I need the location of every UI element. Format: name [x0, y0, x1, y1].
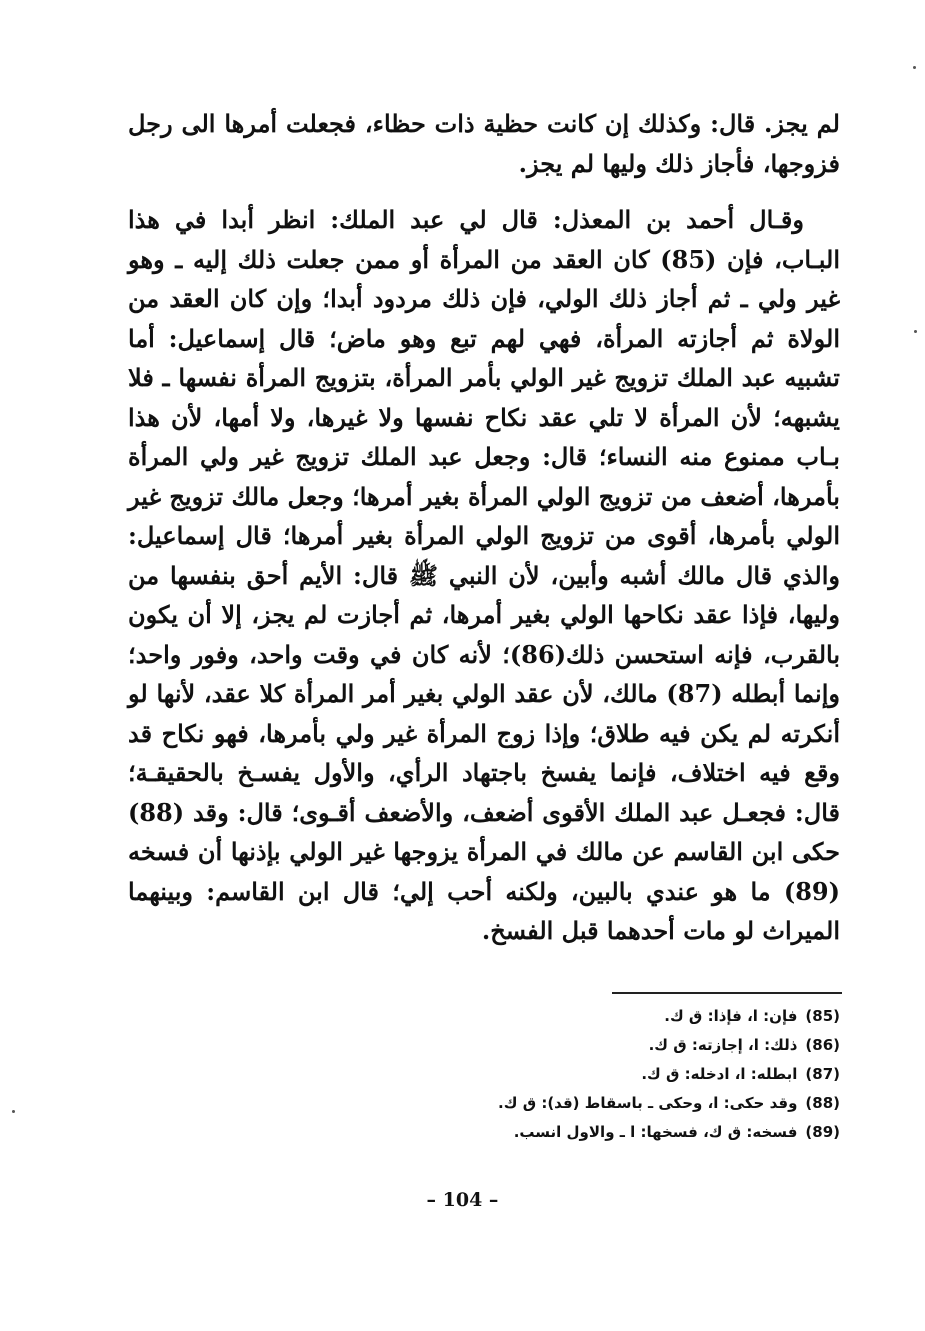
footnote-text: وقد حكى: ا، وحكى ـ باسقاط (قد): ق ك. — [498, 1094, 798, 1112]
footnote-number: (87) — [805, 1065, 840, 1083]
footnote-text: فإن: ا، فإذا: ق ك. — [664, 1007, 798, 1025]
main-text — [128, 104, 840, 951]
footnote-86 — [420, 1031, 840, 1060]
footnote-88 — [420, 1089, 840, 1118]
footnote-89 — [420, 1118, 840, 1147]
paragraph-2: وقـال أحمد بن المعذل: قال لي عبد الملك: انظر أبدا في هذا البـاب، فإن (85) كان العقد من المرأة أو ممن جعلت ذلك إليه ـ وهو غير ولي ـ ثم أجاز ذلك الولي، فإن ذلك مردود أبدا؛ وإن كان العقد من الولاة ثم أجازته المرأة، فهي لهم تبع وهو ماض؛ قال إسماعيل: أما تشبيه عبد الملك تزويج غير الولي بأمر المرأة، بتزويج المرأة نفسها ـ فلا يشبهه؛ لأن المرأة لا تلي عقد نكاح نفسها ولا غيرها، ولا أمها، لأن هذا بـاب ممنوع منه النساء؛ قال: وجعل عبد الملك تزويج غير ولي المرأة بأمرها، أضعف من تزويج الولي المرأة بغير أمرها؛ وجعل مالك تزويج غير الولي بأمرها، أقوى من تزويج الولي المرأة بغير أمرها؛ قال إسماعيل: والذي قال مالك أشبه وأبين، لأن النبي ﷺ قال: الأيم أحق بنفسها من وليها، فإذا عقد نكاحها الولي بغير أمرها، ثم أجازت لم يجز، إلا أن يكون بالقرب، فإنه استحسن ذلك(86)؛ لأنه كان في وقت واحد، وفور واحد؛ وإنما أبطله (87) مالك، لأن عقد الولي بغير أمر المرأة كلا عقد، لأنها لو أنكرته لم يكن فيه طلاق؛ وإذا زوج المرأة غير ولي بأمرها، فهو نكاح قد وقع فيه اختلاف، فإنما يفسخ باجتهاد الرأي، والأول يفسـخ بالحقيقـة؛ قال: فجعـل عبد الملك الأقوى أضعف، والأضعف أقـوى؛ قال: وقد (88) حكى ابن القاسم عن مالك في المرأة يزوجها غير الولي بإذنها أن فسخه (89) ما هو عندي بالبين، ولكنه أحب إلي؛ قال ابن القاسم: وبينهما الميراث لو مات أحدهما قبل الفسخ. — [128, 205, 841, 945]
footnote-number: (86) — [805, 1036, 840, 1054]
scan-speck — [913, 66, 916, 69]
scan-speck — [914, 330, 917, 333]
footnotes — [420, 1002, 840, 1147]
paragraph-1: لم يجز. قال: وكذلك إن كانت حظية ذات حظاء، فجعلت أمرها الى رجل فزوجها، فأجاز ذلك وليها لم يجز. — [128, 109, 840, 178]
footnote-separator — [612, 992, 842, 994]
footnote-87 — [420, 1060, 840, 1089]
footnote-number: (89) — [805, 1123, 840, 1141]
page-number: – 104 – — [426, 1189, 499, 1211]
footnote-text: ابطله: ا، ادخله: ق ك. — [641, 1065, 798, 1083]
footnote-number: (88) — [805, 1094, 840, 1112]
footnote-text: ذلك: ا، إجازته: ق ك. — [648, 1036, 798, 1054]
scan-speck — [12, 1110, 15, 1113]
footnote-number: (85) — [805, 1007, 840, 1025]
footnote-text: فسخه: ق ك، فسخها: ا ـ والاول انسب. — [513, 1123, 798, 1141]
footnote-85 — [420, 1002, 840, 1031]
